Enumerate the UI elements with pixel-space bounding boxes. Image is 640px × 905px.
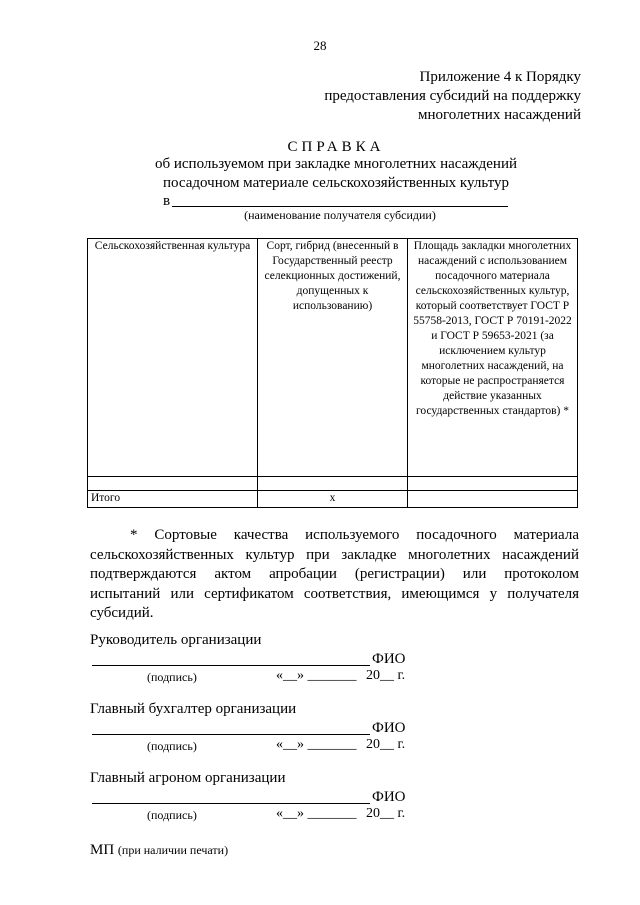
recipient-name-field[interactable] xyxy=(172,206,508,207)
sign-label-agronomist: (подпись) xyxy=(147,808,197,822)
subtitle-line-1: об используемом при закладке многолетних насаждений xyxy=(154,156,518,172)
appendix-line-3: многолетних насаждений xyxy=(417,107,581,123)
date-year-director: 20__ г. xyxy=(366,668,406,683)
fio-director: ФИО xyxy=(372,651,406,667)
total-variety-cell: х xyxy=(258,491,408,508)
planting-material-table xyxy=(87,238,578,508)
date-day: «__» xyxy=(276,668,304,683)
sign-label-director: (подпись) xyxy=(147,670,197,684)
table-row xyxy=(88,477,578,491)
document-title: СПРАВКА xyxy=(287,139,385,155)
signature-line-accountant[interactable] xyxy=(92,734,370,735)
page-number: 28 xyxy=(313,38,327,53)
date-day: «__» xyxy=(276,806,304,821)
header-variety: Сорт, гибрид (внесенный в Государственный реестр селекционных достижений, допущенных к использованию) xyxy=(258,239,408,477)
signature-title-accountant: Главный бухгалтер организации xyxy=(90,701,297,717)
table-cell[interactable] xyxy=(258,477,408,491)
total-area-cell[interactable] xyxy=(408,491,578,508)
stamp-note: (при наличии печати) xyxy=(117,843,229,857)
footnote-text: * Сортовые качества используемого посадочного материала сельскохозяйственных культур при закладке многолетних насаждений подтверждаются актом апробации (регистрации) или протоколом испытаний или сертификатом соответствия, имеющимся у получателя субсидий. xyxy=(90,527,579,621)
signature-line-director[interactable] xyxy=(92,665,370,666)
table-total-row xyxy=(88,491,578,508)
stamp-placeholder xyxy=(90,842,228,859)
appendix-reference xyxy=(324,68,581,125)
date-year-agronomist: 20__ г. xyxy=(366,806,406,821)
table-cell[interactable] xyxy=(88,477,258,491)
header-crop: Сельскохозяйственная культура xyxy=(88,239,258,477)
date-day: «__» xyxy=(276,737,304,752)
recipient-caption: (наименование получателя субсидии) xyxy=(244,208,436,222)
date-year-accountant: 20__ г. xyxy=(366,737,406,752)
stamp-label: МП xyxy=(90,842,115,858)
recipient-prefix: в xyxy=(163,193,171,209)
fio-agronomist: ФИО xyxy=(372,789,406,805)
table-cell[interactable] xyxy=(408,477,578,491)
table-header-row xyxy=(88,239,578,477)
appendix-line-2: предоставления субсидий на поддержку xyxy=(324,88,581,104)
date-month: _______ xyxy=(307,668,357,683)
signature-title-agronomist: Главный агроном организации xyxy=(90,770,286,786)
date-month: _______ xyxy=(307,806,357,821)
date-day-director xyxy=(276,668,357,684)
sign-label-accountant: (подпись) xyxy=(147,739,197,753)
signature-title-director: Руководитель организации xyxy=(90,632,262,648)
date-day-accountant xyxy=(276,737,357,753)
fio-accountant: ФИО xyxy=(372,720,406,736)
date-month: _______ xyxy=(307,737,357,752)
signature-line-agronomist[interactable] xyxy=(92,803,370,804)
document-subtitle xyxy=(0,155,640,193)
appendix-line-1: Приложение 4 к Порядку xyxy=(419,69,581,85)
header-area: Площадь закладки многолетних насаждений с использованием посадочного материала сельскохозяйственных культур, который соответствует ГОСТ Р 55758-2013, ГОСТ Р 70191-2022 и ГОСТ Р 59653-2021 (за исключением культур многолетних насаждений, на которые не распространяется действие указанных государственных стандартов) * xyxy=(408,239,578,477)
subtitle-line-2: посадочном материале сельскохозяйственных культур xyxy=(163,175,509,191)
total-label: Итого xyxy=(88,491,258,508)
date-day-agronomist xyxy=(276,806,357,822)
